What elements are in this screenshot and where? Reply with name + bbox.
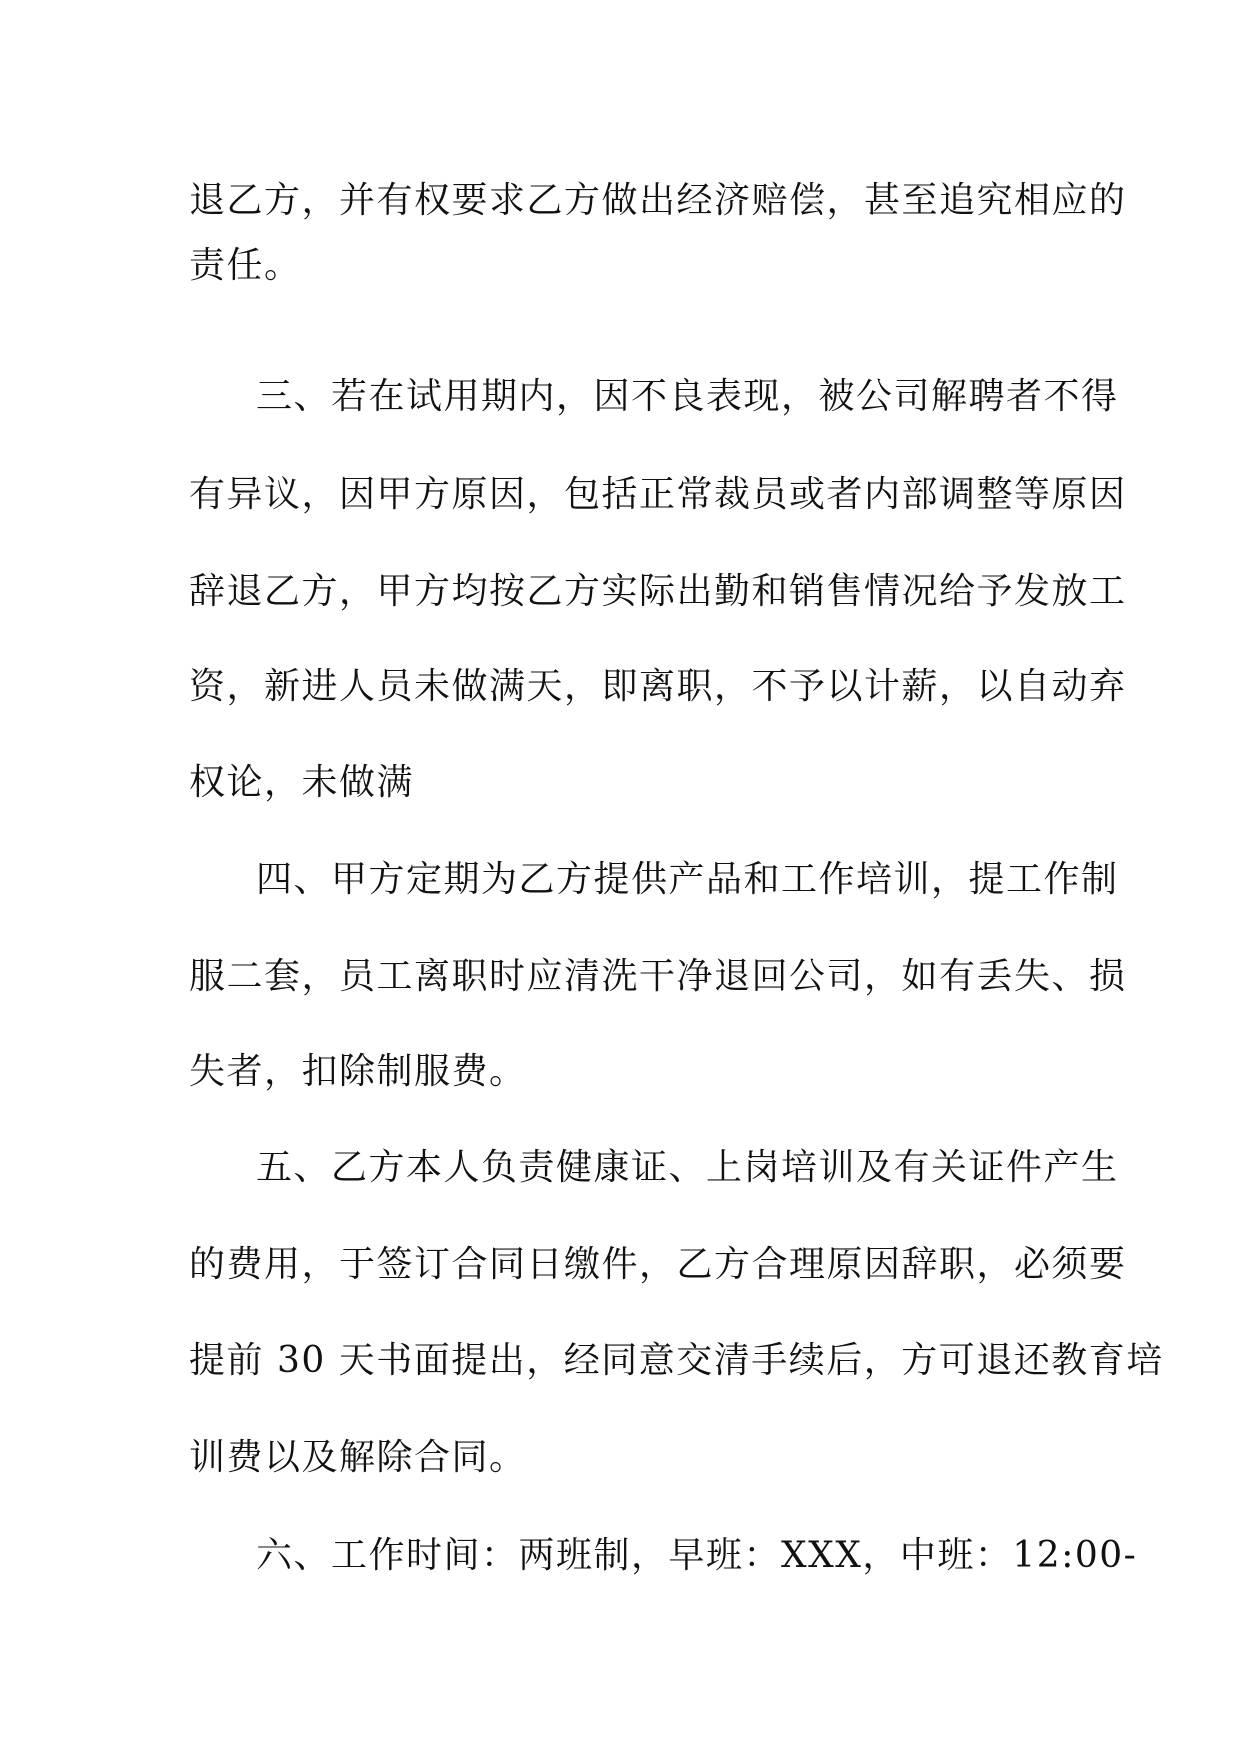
paragraph-line: 退乙方，并有权要求乙方做出经济赔偿，甚至追究相应的 bbox=[189, 180, 1127, 221]
paragraph-line: 失者，扣除制服费。 bbox=[189, 1051, 527, 1092]
paragraph-line: 资，新进人员未做满天，即离职，不予以计薪，以自动弃 bbox=[189, 666, 1127, 707]
paragraph-line: 有异议，因甲方原因，包括正常裁员或者内部调整等原因 bbox=[189, 474, 1127, 515]
paragraph-line: 辞退乙方，甲方均按乙方实际出勤和销售情况给予发放工 bbox=[189, 571, 1127, 612]
paragraph-line: 六、工作时间：两班制，早班：XXX，中班：12:00- bbox=[256, 1535, 1138, 1576]
paragraph-line: 训费以及解除合同。 bbox=[189, 1437, 527, 1478]
paragraph-line: 五、乙方本人负责健康证、上岗培训及有关证件产生 bbox=[256, 1147, 1119, 1188]
paragraph-line: 提前 30 天书面提出，经同意交清手续后，方可退还教育培 bbox=[189, 1340, 1164, 1381]
paragraph-line: 四、甲方定期为乙方提供产品和工作培训，提工作制 bbox=[256, 859, 1119, 900]
paragraph-line: 权论，未做满 bbox=[189, 762, 415, 803]
paragraph-line: 责任。 bbox=[189, 245, 302, 286]
paragraph-line: 服二套，员工离职时应清洗干净退回公司，如有丢失、损 bbox=[189, 956, 1127, 997]
paragraph-line: 三、若在试用期内，因不良表现，被公司解聘者不得 bbox=[256, 376, 1119, 417]
paragraph-line: 的费用，于签订合同日缴件，乙方合理原因辞职，必须要 bbox=[189, 1244, 1127, 1285]
